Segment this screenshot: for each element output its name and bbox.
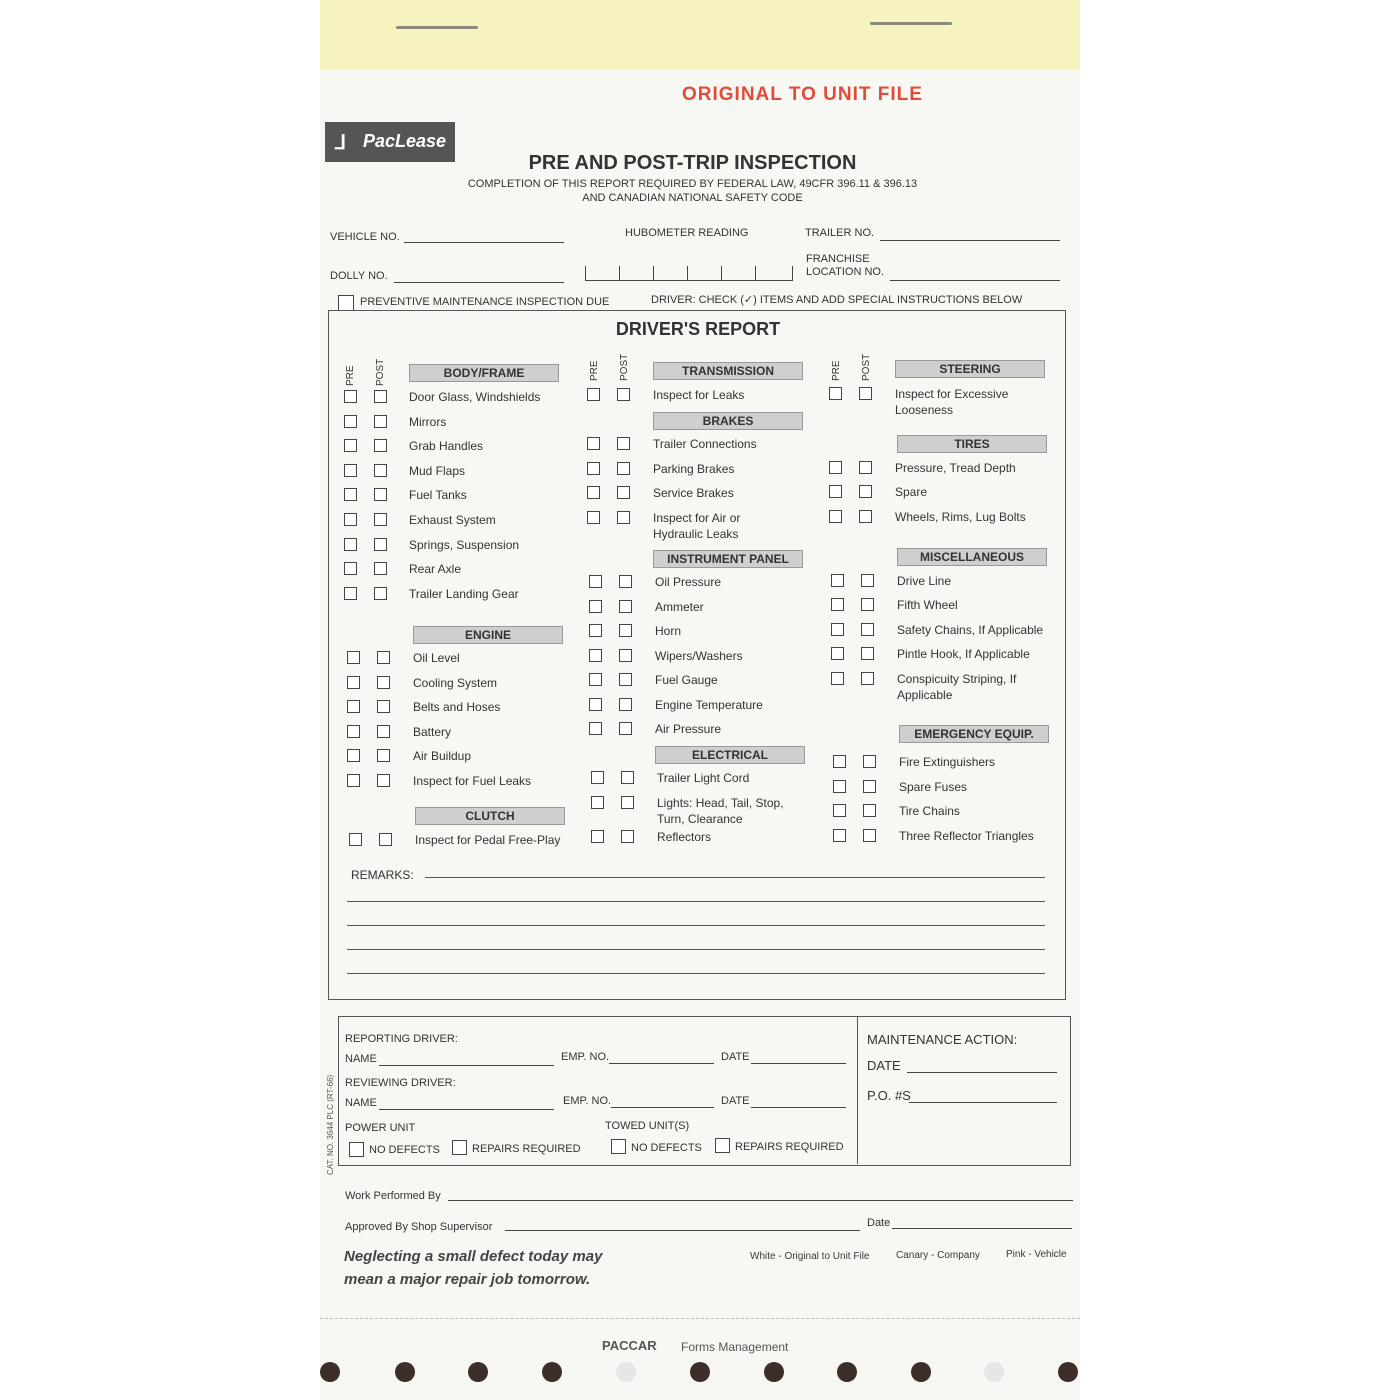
checklist-item: Three Reflector Triangles — [899, 829, 1034, 843]
towed-no-defects-label: NO DEFECTS — [631, 1142, 702, 1154]
checklist-item: Cooling System — [413, 676, 498, 690]
post-checkbox[interactable] — [374, 538, 387, 551]
post-checkbox[interactable] — [377, 700, 390, 713]
po-field[interactable] — [909, 1088, 1057, 1103]
original-banner: ORIGINAL TO UNIT FILE — [682, 84, 923, 105]
slogan-line-2: mean a major repair job tomorrow. — [344, 1271, 591, 1288]
logo-text: PacLease — [363, 131, 447, 151]
post-checkbox[interactable] — [374, 587, 387, 600]
staple-left — [396, 26, 478, 29]
checklist-item: Trailer Light Cord — [657, 771, 750, 785]
checklist-item: Rear Axle — [409, 562, 462, 576]
checklist-item: Fire Extinguishers — [899, 755, 996, 769]
pre-checkbox[interactable] — [589, 722, 602, 735]
post-checkbox[interactable] — [374, 464, 387, 477]
feed-hole — [911, 1362, 931, 1382]
reporting-emp-label: EMP. NO. — [561, 1051, 610, 1063]
dolly-no-field[interactable] — [394, 270, 564, 283]
checklist-item: Looseness — [895, 403, 954, 417]
slogan-line-1: Neglecting a small defect today may — [344, 1248, 603, 1265]
checklist-item: Conspicuity Striping, If — [897, 672, 1017, 686]
checklist-item: Grab Handles — [409, 439, 484, 453]
checklist-item: Pressure, Tread Depth — [895, 461, 1016, 475]
pre-checkbox[interactable] — [344, 439, 357, 452]
remarks-line-3[interactable] — [347, 925, 1045, 926]
reporting-emp-field[interactable] — [609, 1051, 714, 1064]
reviewing-name-field[interactable] — [379, 1097, 554, 1110]
paccar-brand-sub: Forms Management — [681, 1340, 789, 1354]
drivers-report-section — [328, 310, 1066, 1000]
post-checkbox[interactable] — [861, 598, 874, 611]
checklist-item: Inspect for Air or — [653, 511, 741, 525]
power-unit-label: POWER UNIT — [345, 1122, 416, 1134]
checklist-item: Spare — [895, 485, 928, 499]
post-checkbox[interactable] — [859, 485, 872, 498]
remarks-label: REMARKS: — [351, 868, 414, 882]
checklist-item: Springs, Suspension — [409, 538, 520, 552]
checklist-item: Trailer Connections — [653, 437, 757, 451]
reporting-name-label: NAME — [345, 1053, 377, 1065]
feed-hole — [764, 1362, 784, 1382]
paclease-logo-icon: ⅃ — [335, 132, 347, 154]
feed-hole — [616, 1362, 636, 1382]
perforation-line — [320, 1318, 1080, 1319]
checklist-item: Applicable — [897, 688, 953, 702]
power-no-defects-checkbox[interactable] — [349, 1142, 364, 1157]
pre-checkbox[interactable] — [831, 647, 844, 660]
checklist-item: Trailer Landing Gear — [409, 587, 519, 601]
pre-checkbox[interactable] — [829, 485, 842, 498]
pre-checkbox[interactable] — [589, 673, 602, 686]
carbon-copy-strip — [320, 0, 1080, 70]
pre-checkbox[interactable] — [829, 510, 842, 523]
reporting-date-field[interactable] — [751, 1051, 846, 1064]
section-engine: ENGINE — [413, 626, 563, 644]
checklist-item: Fifth Wheel — [897, 598, 958, 612]
checklist-item: Turn, Clearance — [657, 812, 743, 826]
feed-hole — [1058, 1362, 1078, 1382]
checklist-item: Spare Fuses — [899, 780, 968, 794]
driver-check-instructions: DRIVER: CHECK (✓) ITEMS AND ADD SPECIAL INSTRUCTIONS BELOW — [651, 294, 1023, 306]
post-checkbox[interactable] — [863, 804, 876, 817]
post-checkbox[interactable] — [377, 725, 390, 738]
staple-right — [870, 22, 952, 25]
post-checkbox[interactable] — [859, 510, 872, 523]
pre-checkbox[interactable] — [831, 623, 844, 636]
post-checkbox[interactable] — [861, 623, 874, 636]
pre-checkbox[interactable] — [829, 387, 842, 400]
pre-checkbox[interactable] — [589, 698, 602, 711]
post-checkbox[interactable] — [379, 833, 392, 846]
reviewing-date-field[interactable] — [751, 1095, 846, 1108]
post-checkbox[interactable] — [617, 511, 630, 524]
pre-checkbox[interactable] — [589, 600, 602, 613]
pre-checkbox[interactable] — [347, 700, 360, 713]
pre-header-col3: PRE — [831, 360, 842, 381]
post-checkbox[interactable] — [374, 415, 387, 428]
post-checkbox[interactable] — [621, 796, 634, 809]
checklist-item: Belts and Hoses — [413, 700, 501, 714]
post-checkbox[interactable] — [863, 755, 876, 768]
checklist-item: Inspect for Excessive — [895, 387, 1009, 401]
pre-checkbox[interactable] — [347, 749, 360, 762]
feed-hole — [837, 1362, 857, 1382]
pre-checkbox[interactable] — [587, 511, 600, 524]
checklist-item: Oil Pressure — [655, 575, 722, 589]
remarks-line-5[interactable] — [347, 973, 1045, 974]
pre-checkbox[interactable] — [344, 488, 357, 501]
checklist-item: Inspect for Leaks — [653, 388, 745, 402]
post-checkbox[interactable] — [619, 673, 632, 686]
pre-checkbox[interactable] — [347, 676, 360, 689]
form-sheet — [320, 0, 1080, 1400]
hubometer-field[interactable] — [585, 262, 793, 281]
towed-units-label: TOWED UNIT(S) — [605, 1120, 690, 1132]
remarks-line-2[interactable] — [347, 901, 1045, 902]
checklist-item: Reflectors — [657, 830, 712, 844]
section-electrical: ELECTRICAL — [655, 746, 805, 764]
approved-by-field[interactable] — [505, 1220, 860, 1231]
pre-header-col1: PRE — [345, 365, 356, 386]
post-header-col1: POST — [375, 358, 386, 386]
franchise-location-field[interactable] — [890, 268, 1060, 281]
form-title: PRE AND POST-TRIP INSPECTION — [528, 152, 857, 174]
pre-checkbox[interactable] — [833, 829, 846, 842]
checklist-item: Fuel Gauge — [655, 673, 718, 687]
checklist-item: Hydraulic Leaks — [653, 527, 739, 541]
drivers-report-title: DRIVER'S REPORT — [615, 319, 781, 339]
section-emergency-equip: EMERGENCY EQUIP. — [899, 725, 1049, 743]
section-body-frame: BODY/FRAME — [409, 364, 559, 382]
catalog-number: CAT. NO. 3644 PLC (RT-66) — [326, 1074, 335, 1175]
power-no-defects-label: NO DEFECTS — [369, 1144, 440, 1156]
pre-checkbox[interactable] — [591, 796, 604, 809]
pre-checkbox[interactable] — [831, 574, 844, 587]
pre-checkbox[interactable] — [589, 624, 602, 637]
pre-checkbox[interactable] — [344, 587, 357, 600]
pm-due-label: PREVENTIVE MAINTENANCE INSPECTION DUE — [360, 296, 610, 308]
franchise-label-1: FRANCHISE — [806, 253, 870, 265]
pre-checkbox[interactable] — [591, 830, 604, 843]
checklist-item: Parking Brakes — [653, 462, 735, 476]
approved-date-field[interactable] — [892, 1218, 1072, 1229]
post-checkbox[interactable] — [861, 672, 874, 685]
dolly-no-label: DOLLY NO. — [330, 270, 388, 282]
pre-checkbox[interactable] — [831, 672, 844, 685]
feed-hole — [320, 1362, 340, 1382]
feed-hole — [542, 1362, 562, 1382]
feed-hole — [984, 1362, 1004, 1382]
section-steering: STEERING — [895, 360, 1045, 378]
checklist-item: Safety Chains, If Applicable — [897, 623, 1044, 637]
approved-date-label: Date — [867, 1217, 891, 1229]
pre-checkbox[interactable] — [349, 833, 362, 846]
pm-due-checkbox[interactable] — [338, 295, 354, 311]
checklist-item: Lights: Head, Tail, Stop, — [657, 796, 784, 810]
post-checkbox[interactable] — [374, 513, 387, 526]
pre-checkbox[interactable] — [589, 649, 602, 662]
work-performed-label: Work Performed By — [345, 1190, 441, 1202]
pre-checkbox[interactable] — [344, 562, 357, 575]
post-checkbox[interactable] — [617, 462, 630, 475]
section-instrument-panel: INSTRUMENT PANEL — [653, 550, 803, 568]
checklist-item: Battery — [413, 725, 452, 739]
pre-checkbox[interactable] — [587, 388, 600, 401]
post-checkbox[interactable] — [859, 387, 872, 400]
checklist-item: Pintle Hook, If Applicable — [897, 647, 1030, 661]
checklist-item: Mirrors — [409, 415, 447, 429]
section-miscellaneous: MISCELLANEOUS — [897, 548, 1047, 566]
post-checkbox[interactable] — [621, 830, 634, 843]
pre-checkbox[interactable] — [347, 725, 360, 738]
checklist-item: Inspect for Pedal Free-Play — [415, 833, 561, 847]
checklist-item: Engine Temperature — [655, 698, 763, 712]
post-checkbox[interactable] — [863, 780, 876, 793]
post-checkbox[interactable] — [619, 698, 632, 711]
feed-hole — [395, 1362, 415, 1382]
checklist-item: Air Buildup — [413, 749, 472, 763]
pre-checkbox[interactable] — [833, 780, 846, 793]
maintenance-date-field[interactable] — [907, 1058, 1057, 1073]
post-checkbox[interactable] — [619, 575, 632, 588]
checklist-item: Horn — [655, 624, 682, 638]
checklist-item: Inspect for Fuel Leaks — [413, 774, 532, 788]
checklist-item: Wheels, Rims, Lug Bolts — [895, 510, 1026, 524]
copy-canary-note: Canary - Company — [896, 1250, 980, 1261]
franchise-label-2: LOCATION NO. — [806, 266, 885, 278]
pre-checkbox[interactable] — [587, 437, 600, 450]
post-header-col2: POST — [619, 353, 630, 381]
reviewing-name-label: NAME — [345, 1097, 377, 1109]
post-checkbox[interactable] — [619, 624, 632, 637]
feed-hole — [468, 1362, 488, 1382]
post-checkbox[interactable] — [377, 676, 390, 689]
checklist-item: Ammeter — [655, 600, 704, 614]
trailer-no-label: TRAILER NO. — [805, 227, 875, 239]
reviewing-emp-field[interactable] — [611, 1095, 714, 1108]
checklist-item: Tire Chains — [899, 804, 960, 818]
towed-no-defects-checkbox[interactable] — [611, 1139, 626, 1154]
section-brakes: BRAKES — [653, 412, 803, 430]
section-tires: TIRES — [897, 435, 1047, 453]
pre-checkbox[interactable] — [347, 774, 360, 787]
pre-checkbox[interactable] — [831, 598, 844, 611]
reporting-name-field[interactable] — [379, 1053, 554, 1066]
form-subtitle-2: AND CANADIAN NATIONAL SAFETY CODE — [582, 192, 803, 204]
post-checkbox[interactable] — [619, 722, 632, 735]
post-checkbox[interactable] — [377, 749, 390, 762]
work-performed-field[interactable] — [448, 1190, 1073, 1201]
pre-checkbox[interactable] — [587, 486, 600, 499]
pre-header-col2: PRE — [589, 360, 600, 381]
post-checkbox[interactable] — [377, 651, 390, 664]
pre-checkbox[interactable] — [344, 538, 357, 551]
pre-checkbox[interactable] — [589, 575, 602, 588]
reporting-driver-label: REPORTING DRIVER: — [345, 1033, 458, 1045]
maintenance-action-label: MAINTENANCE ACTION: — [867, 1032, 1018, 1047]
checklist-item: Exhaust System — [409, 513, 496, 527]
pre-checkbox[interactable] — [833, 755, 846, 768]
post-checkbox[interactable] — [374, 390, 387, 403]
reporting-date-label: DATE — [721, 1051, 750, 1063]
form-subtitle-1: COMPLETION OF THIS REPORT REQUIRED BY FEDERAL LAW, 49CFR 396.11 & 396.13 — [467, 178, 918, 190]
pre-checkbox[interactable] — [587, 462, 600, 475]
checklist-item: Fuel Tanks — [409, 488, 467, 502]
checklist-item: Wipers/Washers — [655, 649, 743, 663]
copy-white-note: White - Original to Unit File — [750, 1251, 870, 1262]
pre-checkbox[interactable] — [344, 513, 357, 526]
pre-checkbox[interactable] — [833, 804, 846, 817]
hubometer-label: HUBOMETER READING — [625, 227, 749, 239]
post-checkbox[interactable] — [859, 461, 872, 474]
checklist-item: Service Brakes — [653, 486, 734, 500]
post-header-col3: POST — [861, 353, 872, 381]
remarks-line-1[interactable] — [425, 877, 1045, 878]
post-checkbox[interactable] — [617, 437, 630, 450]
pre-checkbox[interactable] — [591, 771, 604, 784]
post-checkbox[interactable] — [861, 647, 874, 660]
reviewing-date-label: DATE — [721, 1095, 750, 1107]
post-checkbox[interactable] — [374, 488, 387, 501]
reviewing-emp-label: EMP. NO. — [563, 1095, 612, 1107]
towed-repairs-checkbox[interactable] — [715, 1138, 730, 1153]
vehicle-no-label: VEHICLE NO. — [330, 231, 400, 243]
po-label: P.O. #S — [867, 1088, 911, 1103]
feed-hole — [690, 1362, 710, 1382]
checklist-item: Mud Flaps — [409, 464, 466, 478]
pre-checkbox[interactable] — [344, 390, 357, 403]
checklist-item: Air Pressure — [655, 722, 722, 736]
checklist-item: Door Glass, Windshields — [409, 390, 541, 404]
approved-by-label: Approved By Shop Supervisor — [345, 1221, 493, 1233]
trailer-no-field[interactable] — [880, 228, 1060, 241]
reviewing-driver-label: REVIEWING DRIVER: — [345, 1077, 456, 1089]
power-repairs-checkbox[interactable] — [452, 1140, 467, 1155]
post-checkbox[interactable] — [863, 829, 876, 842]
paccar-brand: PACCAR — [602, 1338, 657, 1353]
remarks-line-4[interactable] — [347, 949, 1045, 950]
copy-pink-note: Pink - Vehicle — [1006, 1249, 1067, 1260]
post-checkbox[interactable] — [374, 439, 387, 452]
checklist-item: Oil Level — [413, 651, 460, 665]
towed-repairs-label: REPAIRS REQUIRED — [735, 1141, 844, 1153]
post-checkbox[interactable] — [619, 600, 632, 613]
post-checkbox[interactable] — [374, 562, 387, 575]
post-checkbox[interactable] — [861, 574, 874, 587]
section-clutch: CLUTCH — [415, 807, 565, 825]
pre-checkbox[interactable] — [829, 461, 842, 474]
checklist-item: Drive Line — [897, 574, 952, 588]
maintenance-date-label: DATE — [867, 1058, 901, 1073]
vehicle-no-field[interactable] — [404, 230, 564, 243]
power-repairs-label: REPAIRS REQUIRED — [472, 1143, 581, 1155]
post-checkbox[interactable] — [617, 388, 630, 401]
section-transmission: TRANSMISSION — [653, 362, 803, 380]
pre-checkbox[interactable] — [347, 651, 360, 664]
pre-checkbox[interactable] — [344, 464, 357, 477]
signoff-section — [338, 1016, 1071, 1166]
post-checkbox[interactable] — [377, 774, 390, 787]
post-checkbox[interactable] — [617, 486, 630, 499]
post-checkbox[interactable] — [619, 649, 632, 662]
signoff-divider — [857, 1017, 858, 1164]
pre-checkbox[interactable] — [344, 415, 357, 428]
post-checkbox[interactable] — [621, 771, 634, 784]
